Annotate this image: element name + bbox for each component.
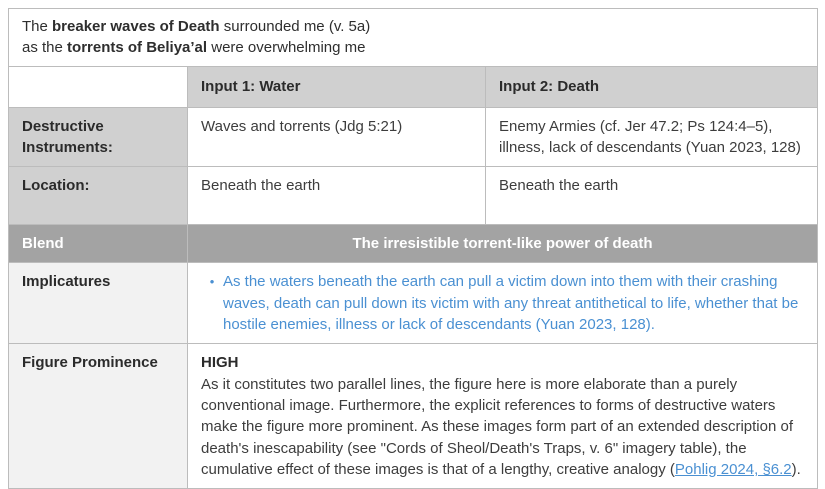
text-segment: as the xyxy=(22,39,68,57)
row-figure-prominence xyxy=(9,344,818,489)
text-segment: The xyxy=(22,18,53,35)
verse-line-1 xyxy=(22,16,804,37)
implicatures-label: Implicatures xyxy=(9,263,188,344)
header-input1-water: Input 1: Water xyxy=(188,66,486,107)
header-empty-cell xyxy=(9,66,188,107)
figure-prominence-label: Figure Prominence xyxy=(9,344,188,489)
destructive-instruments-death: Enemy Armies (cf. Jer 47.2; Ps 124:4–5), illness, lack of descendants (Yuan 2023, 128) xyxy=(486,107,818,167)
text-segment: were overwhelming me xyxy=(207,39,366,57)
verse-banner xyxy=(9,9,818,67)
citation-link[interactable]: Pohlig 2024, §6.2 xyxy=(674,460,792,478)
row-blend xyxy=(9,225,818,263)
table-header-row xyxy=(9,66,818,107)
location-water: Beneath the earth xyxy=(188,167,486,225)
header-input2-death: Input 2: Death xyxy=(486,66,818,107)
bold-text-segment: torrents of Beliya’al xyxy=(67,39,208,57)
location-death: Beneath the earth xyxy=(486,167,818,225)
implicature-list-item xyxy=(201,271,804,335)
implicatures-content xyxy=(188,263,818,344)
figure-prominence-content xyxy=(188,344,818,489)
verse-banner-row xyxy=(9,9,818,67)
implicature-text: As the waters beneath the earth can pull a victim down into them with their crashing waves, death can pull down its victim with any threat antithetical to life, whether that be hostile enemies, illness or lack of descendants (Yuan 2023, 128). xyxy=(223,273,799,334)
row-destructive-instruments xyxy=(9,107,818,167)
text-segment: As it constitutes two parallel lines, the figure here is more elaborate than a purely conventional image. Furthermore, the explicit references to forms of destructive waters make the figure more prominent. As these images form part of an extended description of death's inescapability (see "Cords of Sheol/Death's Traps, v. 6" imagery table), the cumulative effect of these images is that of a lengthy, creative analogy ( xyxy=(201,375,793,478)
blend-label: Blend xyxy=(9,225,188,263)
text-segment: surrounded me (v. 5a) xyxy=(219,18,371,35)
prominence-description xyxy=(201,374,804,480)
location-label: Location: xyxy=(9,167,188,225)
imagery-analysis-table xyxy=(8,8,818,489)
destructive-instruments-label: Destructive Instruments: xyxy=(9,107,188,167)
text-segment: ). xyxy=(791,460,801,478)
bold-text-segment: breaker waves of Death xyxy=(52,18,220,35)
destructive-instruments-water: Waves and torrents (Jdg 5:21) xyxy=(188,107,486,167)
row-implicatures xyxy=(9,263,818,344)
bullet-dot-icon: • xyxy=(209,274,215,290)
row-location xyxy=(9,167,818,225)
blend-value: The irresistible torrent-like power of death xyxy=(188,225,818,263)
prominence-rating: HIGH xyxy=(201,354,239,372)
verse-line-2 xyxy=(22,37,804,58)
